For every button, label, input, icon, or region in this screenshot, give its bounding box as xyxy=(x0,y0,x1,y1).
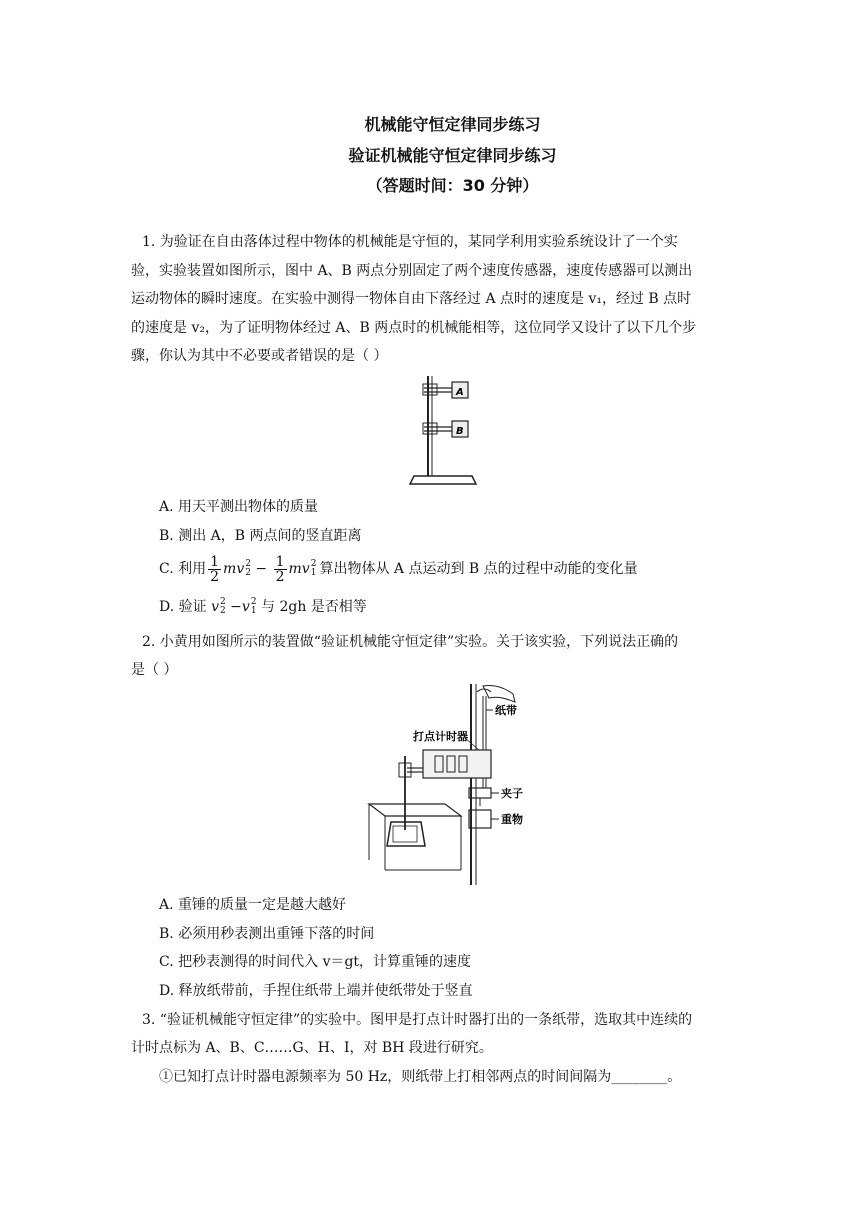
sub: 1 xyxy=(310,568,317,578)
timer-label: 打点计时器 xyxy=(413,730,468,743)
opt-c-prefix: C. 利用 xyxy=(159,561,207,577)
q1-line-5: 骤，你认为其中不必要或者错误的是（ ） xyxy=(131,348,388,364)
q1-line-4: 的速度是 v₂，为了证明物体经过 A、B 两点时的机械能相等，这位同学又设计了以下几个步 xyxy=(131,320,697,336)
half-fraction-1 xyxy=(208,555,221,584)
weight-label: 重物 xyxy=(501,813,523,826)
clip-label: 夹子 xyxy=(501,787,523,800)
sup: 2 xyxy=(250,597,257,607)
q1-option-d xyxy=(159,597,367,617)
q2-option-a: A. 重锤的质量一定是越大越好 xyxy=(159,897,347,913)
q1-option-b: B. 测出 A，B 两点间的竖直距离 xyxy=(159,528,362,544)
q2-line-2: 是（ ） xyxy=(131,662,178,678)
tape-label: 纸带 xyxy=(495,704,517,717)
opt-d-prefix: D. 验证 xyxy=(159,599,212,615)
q2-option-b: B. 必须用秒表测出重锤下落的时间 xyxy=(159,926,375,942)
frac-den: 2 xyxy=(275,568,285,585)
mv-term-1: mv xyxy=(288,561,310,577)
sub: 2 xyxy=(245,568,251,578)
mv-term-2: mv xyxy=(223,561,245,577)
sensor-stand-figure xyxy=(404,372,482,488)
q3-line-1: 3. “验证机械能守恒定律”的实验中。图甲是打点计时器打出的一条纸带，选取其中连续的 xyxy=(142,1012,693,1028)
v1-term: −v xyxy=(225,599,250,615)
sensor-b-label: B xyxy=(456,426,464,437)
q2-option-d: D. 释放纸带前，手捏住纸带上端并使纸带处于竖直 xyxy=(159,983,473,999)
q3-line-2: 计时点标为 A、B、C……G、H、I，对 BH 段进行研究。 xyxy=(131,1040,493,1056)
q1-line-2: 验，实验装置如图所示，图中 A、B 两点分别固定了两个速度传感器，速度传感器可以测出 xyxy=(131,263,693,279)
page-subtitle: 验证机械能守恒定律同步练习 xyxy=(348,146,557,165)
sup-sub xyxy=(311,560,317,578)
q2-option-c: C. 把秒表测得的时间代入 v＝gt，计算重锤的速度 xyxy=(159,954,472,970)
q1-line-1: 1. 为验证在自由落体过程中物体的机械能是守恒的，某同学利用实验系统设计了一个实 xyxy=(142,234,678,250)
sup: 2 xyxy=(220,597,226,607)
time-note: （答题时间：30 分钟） xyxy=(366,176,539,195)
page-title: 机械能守恒定律同步练习 xyxy=(364,115,541,134)
opt-c-suffix: 算出物体从 A 点运动到 B 点的过程中动能的变化量 xyxy=(319,561,638,577)
free-fall-apparatus-figure xyxy=(365,680,550,885)
q1-option-a: A. 用天平测出物体的质量 xyxy=(159,499,319,515)
sub: 1 xyxy=(250,606,257,616)
frac-num: 1 xyxy=(275,553,285,570)
frac-num: 1 xyxy=(210,553,220,570)
q1-line-3: 运动物体的瞬时速度。在实验中测得一物体自由下落经过 A 点时的速度是 v₁，经过 B 点时 xyxy=(131,291,692,307)
half-fraction-2 xyxy=(274,555,287,584)
sub: 2 xyxy=(220,606,226,616)
sensor-a-label: A xyxy=(456,387,464,398)
q2-line-1: 2. 小黄用如图所示的装置做“验证机械能守恒定律”实验。关于该实验，下列说法正确的 xyxy=(142,634,679,650)
minus-sign: − xyxy=(250,561,272,577)
sup: 2 xyxy=(310,559,317,569)
q3-line-3: ①已知打点计时器电源频率为 50 Hz，则纸带上打相邻两点的时间间隔为________。 xyxy=(159,1069,682,1085)
frac-den: 2 xyxy=(210,568,220,585)
opt-d-suffix: 与 2gh 是否相等 xyxy=(256,599,367,615)
sup: 2 xyxy=(245,559,251,569)
v2-term: v xyxy=(211,599,219,615)
q1-option-c xyxy=(159,550,638,588)
